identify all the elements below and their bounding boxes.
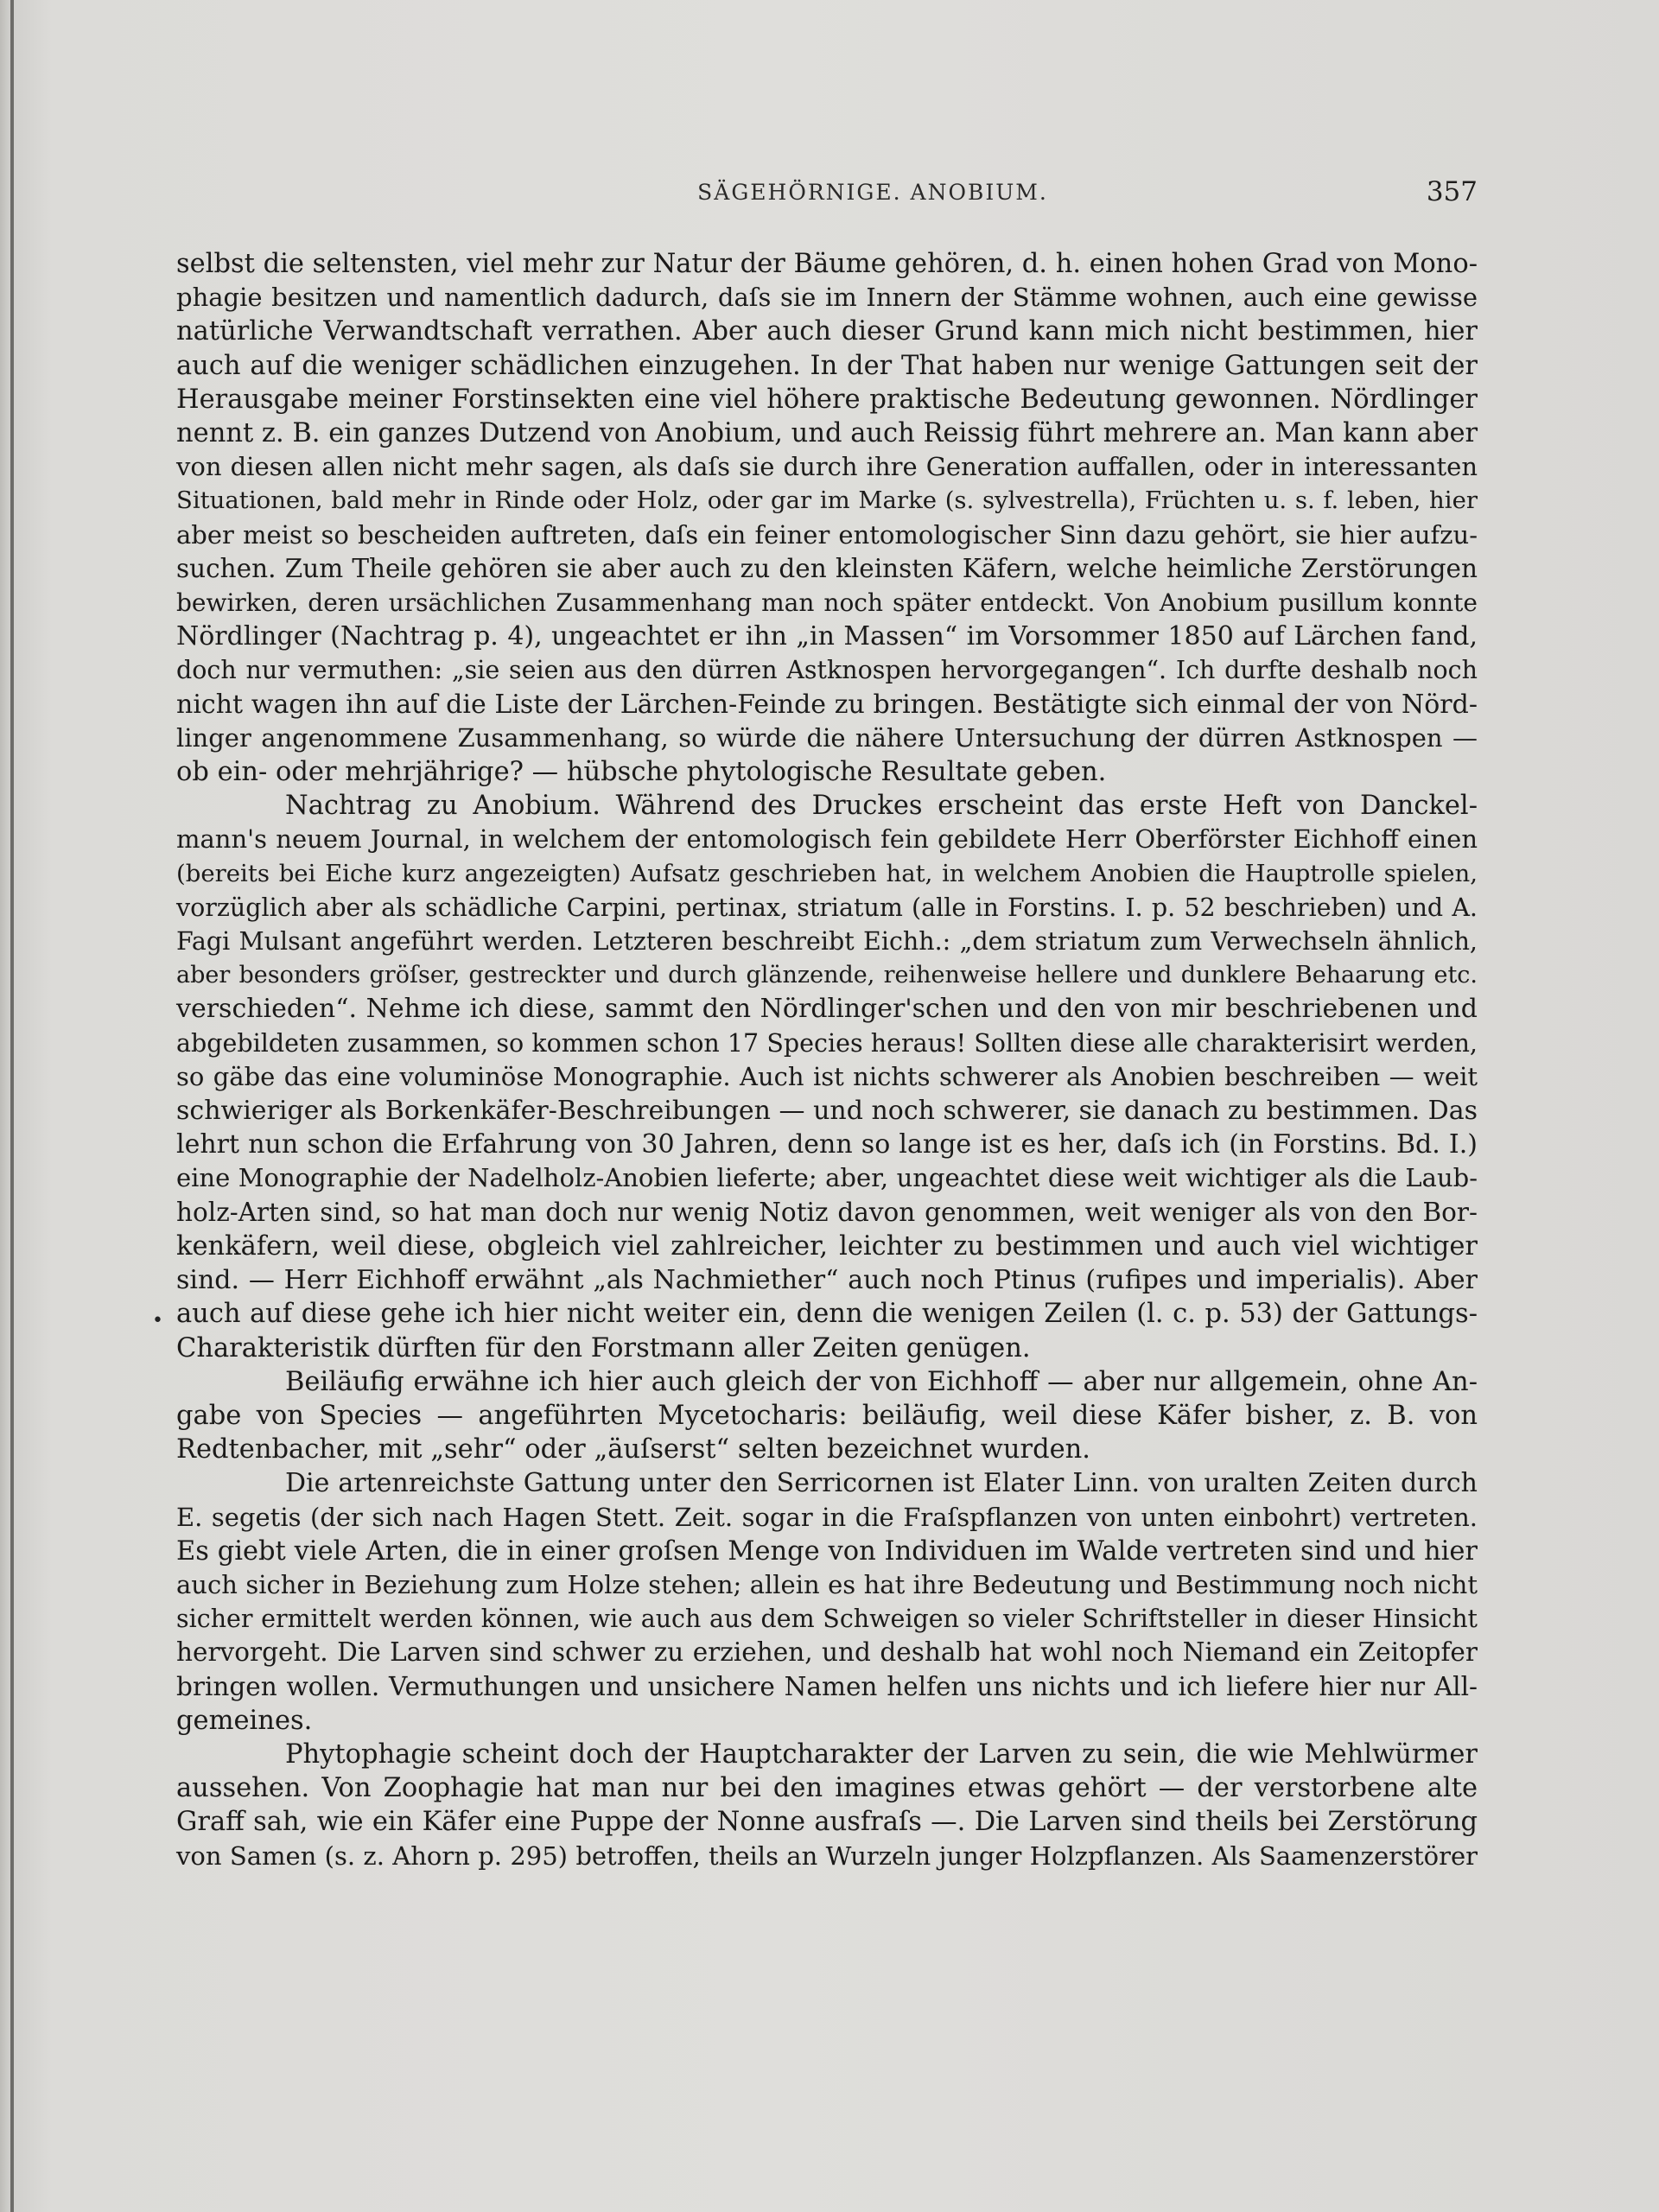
- binding-edge: [10, 0, 14, 2212]
- text-line: aber meist so bescheiden auftreten, daſs ein feiner entomologischer Sinn dazu gehört, sie hier aufzu-: [176, 519, 1478, 550]
- paragraph-start-line: Nachtrag zu Anobium. Während des Druckes erscheint das erste Heft von Danckel-: [285, 791, 1478, 822]
- paragraph-end-line: gemeines.: [176, 1705, 313, 1736]
- text-line: linger angenommene Zusammenhang, so würde die nähere Untersuchung der dürren Astknospen —: [176, 722, 1478, 753]
- text-line: aber besonders gröſser, gestreckter und durch glänzende, reihenweise hellere und dunklere Behaarung etc.: [176, 962, 1478, 989]
- text-line: mann's neuem Journal, in welchem der entomologisch fein gebildete Herr Oberförster Eichhoff einen: [176, 824, 1478, 855]
- text-line: natürliche Verwandtschaft verrathen. Aber auch dieser Grund kann mich nicht bestimmen, hier: [176, 316, 1478, 347]
- text-line: von diesen allen nicht mehr sagen, als daſs sie durch ihre Generation auffallen, oder in interessanten: [176, 452, 1478, 482]
- text-line: (bereits bei Eiche kurz angezeigten) Aufsatz geschrieben hat, in welchem Anobien die Hauptrolle spielen,: [176, 859, 1478, 887]
- text-line: gabe von Species — angeführten Mycetocharis: beiläufig, weil diese Käfer bisher, z. B. von: [176, 1400, 1478, 1431]
- text-line: doch nur vermuthen: „sie seien aus den dürren Astknospen hervorgegangen“. Ich durfte deshalb noch: [176, 656, 1478, 685]
- text-line: bewirken, deren ursächlichen Zusammenhang man noch später entdeckt. Von Anobium pusillum konnte: [176, 588, 1478, 618]
- text-line: bringen wollen. Vermuthungen und unsichere Namen helfen uns nichts und ich liefere hier nur All-: [176, 1671, 1478, 1701]
- text-line: eine Monographie der Nadelholz-Anobien lieferte; aber, ungeachtet diese weit wichtiger als die Laub-: [176, 1163, 1478, 1193]
- text-line: sind. — Herr Eichhoff erwähnt „als Nachmiether“ auch noch Ptinus (rufipes und imperialis). Aber: [176, 1265, 1478, 1296]
- text-line: Herausgabe meiner Forstinsekten eine viel höhere praktische Bedeutung gewonnen. Nördlinger: [176, 384, 1478, 415]
- text-line: Nördlinger (Nachtrag p. 4), ungeachtet er ihn „in Massen“ im Vorsommer 1850 auf Lärchen fand,: [176, 621, 1478, 652]
- text-line: vorzüglich aber als schädliche Carpini, pertinax, striatum (alle in Forstins. I. p. 52 beschrieben) und A.: [176, 893, 1478, 922]
- text-line: abgebildeten zusammen, so kommen schon 17 Species heraus! Sollten diese alle charakterisirt werden,: [176, 1028, 1478, 1058]
- text-line: auch sicher in Beziehung zum Holze stehen; allein es hat ihre Bedeutung und Bestimmung noch nicht: [176, 1569, 1478, 1599]
- text-line: holz-Arten sind, so hat man doch nur wenig Notiz davon genommen, weit weniger als von den Bor-: [176, 1197, 1478, 1227]
- running-head: SÄGEHÖRNIGE. ANOBIUM.: [697, 180, 1048, 205]
- text-line: Graff sah, wie ein Käfer eine Puppe der Nonne ausfraſs —. Die Larven sind theils bei Zerstörung: [176, 1807, 1478, 1838]
- text-line: Situationen, bald mehr in Rinde oder Holz, oder gar im Marke (s. sylvestrella), Früchten u. s. f. leben, hier: [176, 486, 1478, 515]
- text-line: nicht wagen ihn auf die Liste der Lärchen-Feinde zu bringen. Bestätigte sich einmal der von Nörd-: [176, 689, 1478, 720]
- text-line: hervorgeht. Die Larven sind schwer zu erziehen, und deshalb hat wohl noch Niemand ein Zeitopfer: [176, 1637, 1478, 1668]
- text-line: E. segetis (der sich nach Hagen Stett. Zeit. sogar in die Fraſspflanzen von unten einbohrt) vertreten.: [176, 1502, 1478, 1532]
- text-line: suchen. Zum Theile gehören sie aber auch zu den kleinsten Käfern, welche heimliche Zerstörungen: [176, 553, 1478, 583]
- text-line: verschieden“. Nehme ich diese, sammt den Nördlinger'schen und den von mir beschriebenen und: [176, 994, 1478, 1025]
- text-line: schwieriger als Borkenkäfer-Beschreibungen — und noch schwerer, sie danach zu bestimmen. Das: [176, 1096, 1478, 1127]
- text-line: aussehen. Von Zoophagie hat man nur bei den imagines etwas gehört — der verstorbene alte: [176, 1773, 1478, 1804]
- paragraph-start-line: Beiläufig erwähne ich hier auch gleich der von Eichhoff — aber nur allgemein, ohne An-: [285, 1366, 1478, 1397]
- text-line: phagie besitzen und namentlich dadurch, daſs sie im Innern der Stämme wohnen, auch eine gewisse: [176, 283, 1478, 313]
- text-line: lehrt nun schon die Erfahrung von 30 Jahren, denn so lange ist es her, daſs ich (in Forstins. Bd. I.): [176, 1129, 1478, 1160]
- text-line: nennt z. B. ein ganzes Dutzend von Anobium, und auch Reissig führt mehrere an. Man kann aber: [176, 418, 1478, 449]
- body-text: [176, 247, 1478, 1873]
- page-number: 357: [1426, 176, 1478, 207]
- text-line: Es giebt viele Arten, die in einer groſsen Menge von Individuen im Walde vertreten sind und hier: [176, 1535, 1478, 1567]
- text-line: so gäbe das eine voluminöse Monographie. Auch ist nichts schwerer als Anobien beschreiben — weit: [176, 1061, 1478, 1091]
- text-line: selbst die seltensten, viel mehr zur Natur der Bäume gehören, d. h. einen hohen Grad von Mono-: [176, 249, 1478, 279]
- paragraph-start-line: Phytophagie scheint doch der Hauptcharakter der Larven zu sein, die wie Mehlwürmer: [285, 1738, 1478, 1770]
- margin-mark: •: [152, 1310, 163, 1332]
- paragraph-end-line: Redtenbacher, mit „sehr“ oder „äuſserst“ selten bezeichnet wurden.: [176, 1434, 1090, 1465]
- paragraph-start-line: Die artenreichste Gattung unter den Serricornen ist Elater Linn. von uralten Zeiten durch: [285, 1468, 1478, 1499]
- text-line: kenkäfern, weil diese, obgleich viel zahlreicher, leichter zu bestimmen und auch viel wichtiger: [176, 1230, 1478, 1262]
- text-line: sicher ermittelt werden können, wie auch aus dem Schweigen so vieler Schriftsteller in dieser Hinsicht: [176, 1605, 1478, 1634]
- paragraph-end-line: ob ein- oder mehrjährige? — hübsche phytologische Resultate geben.: [176, 757, 1107, 788]
- paragraph-end-line: Charakteristik dürften für den Forstmann aller Zeiten genügen.: [176, 1332, 1031, 1363]
- text-line: Fagi Mulsant angeführt werden. Letzteren beschreibt Eichh.: „dem striatum zum Verwechseln ähnlich,: [176, 927, 1478, 957]
- text-line: auch auf die weniger schädlichen einzugehen. In der That haben nur wenige Gattungen seit der: [176, 350, 1478, 381]
- text-line: von Samen (s. z. Ahorn p. 295) betroffen, theils an Wurzeln junger Holzpflanzen. Als Saamenzerstörer: [176, 1840, 1478, 1871]
- text-line: auch auf diese gehe ich hier nicht weiter ein, denn die wenigen Zeilen (l. c. p. 53) der Gattungs-: [176, 1299, 1478, 1330]
